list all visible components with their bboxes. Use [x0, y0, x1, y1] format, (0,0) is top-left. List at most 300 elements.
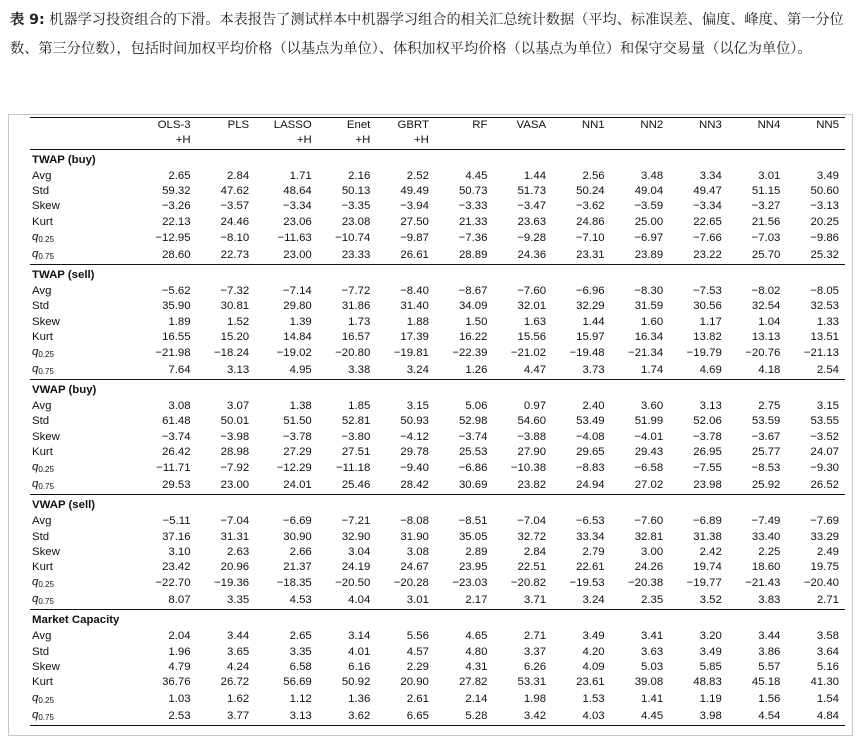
- table-cell: 2.53: [138, 708, 197, 726]
- table-cell: 4.24: [226, 661, 250, 674]
- table-row: [30, 199, 845, 214]
- table-cell: 4.45: [611, 708, 670, 726]
- table-cell: 25.53: [458, 446, 488, 458]
- table-cell: 50.13: [341, 185, 371, 198]
- table-cell: −21.98: [155, 346, 191, 359]
- table-row: [30, 445, 845, 460]
- table-cell: 21.33: [458, 215, 488, 228]
- table-cell: 1.89: [168, 315, 191, 328]
- table-row: [30, 414, 845, 429]
- table-cell: −8.53: [751, 462, 781, 475]
- table-cell: 4.84: [786, 708, 845, 726]
- table-cell: 2.54: [816, 363, 839, 376]
- table-cell: 20.90: [400, 676, 429, 689]
- table-cell: −20.76: [745, 346, 781, 359]
- column-header: NN1: [552, 118, 611, 134]
- table-cell: −11.71: [156, 462, 191, 475]
- table-cell: 17.39: [400, 330, 429, 343]
- quantile-symbol: q: [32, 247, 39, 260]
- table-cell: 1.98: [523, 692, 547, 705]
- table-cell: 5.06: [465, 400, 488, 413]
- table-cell: 4.69: [699, 363, 722, 376]
- table-cell: 16.22: [458, 330, 488, 343]
- table-cell: 52.06: [693, 415, 722, 428]
- table-cell: 2.65: [168, 169, 191, 182]
- row-label: [30, 691, 138, 708]
- table-cell: 15.97: [576, 330, 605, 343]
- table-cell: 23.63: [517, 215, 547, 228]
- column-header-suffix: +H: [296, 134, 312, 147]
- table-cell: 14.84: [283, 330, 312, 343]
- table-cell: 25.92: [751, 479, 781, 492]
- table-cell: 1.41: [641, 692, 664, 705]
- table-cell: 2.71: [816, 594, 839, 607]
- table-cell: 2.66: [289, 545, 312, 558]
- table-cell: 49.47: [693, 185, 722, 198]
- table-caption: [10, 6, 856, 64]
- table-cell: 4.01: [348, 645, 371, 658]
- table-cell: 0.97: [523, 400, 547, 413]
- table-cell: −7.92: [220, 462, 250, 475]
- quantile-symbol: q: [32, 691, 39, 704]
- table-row: [30, 314, 845, 329]
- table-cell: 3.24: [582, 594, 605, 607]
- table-cell: 29.65: [576, 446, 605, 458]
- table-cell: 2.79: [582, 545, 605, 558]
- table-cell: 1.74: [641, 363, 664, 376]
- table-cell: −8.08: [400, 515, 429, 528]
- table-cell: 3.71: [523, 594, 547, 607]
- table-cell: 37.16: [162, 530, 191, 543]
- row-label: Kurt: [32, 215, 53, 228]
- table-cell: −6.96: [575, 284, 605, 297]
- table-cell: 4.53: [289, 594, 312, 607]
- table-row: [30, 691, 845, 708]
- row-label: [30, 230, 138, 247]
- column-header-suffix: [669, 133, 728, 149]
- table-cell: −6.97: [634, 231, 664, 244]
- row-label: [30, 345, 138, 362]
- table-cell: 3.34: [699, 169, 722, 182]
- table-cell: −7.69: [810, 515, 839, 528]
- table-cell: −7.55: [692, 462, 722, 475]
- section-header-row: [30, 379, 845, 399]
- table-cell: 28.60: [162, 248, 191, 261]
- table-row: [30, 247, 845, 265]
- table-cell: −11.18: [336, 462, 371, 475]
- row-label: Kurt: [32, 446, 53, 458]
- table-cell: 51.73: [517, 185, 547, 198]
- table-cell: 3.65: [226, 645, 250, 658]
- table-cell: 23.22: [693, 248, 722, 261]
- table-cell: 2.61: [406, 692, 429, 705]
- table-cell: 34.09: [458, 300, 488, 313]
- table-cell: −7.04: [517, 515, 547, 528]
- row-label: Skew: [32, 200, 60, 213]
- column-header: NN3: [669, 118, 728, 134]
- table-cell: 1.96: [168, 645, 191, 658]
- table-cell: 3.44: [758, 630, 781, 643]
- table-cell: 16.57: [341, 330, 371, 343]
- table-cell: −3.67: [751, 430, 781, 443]
- table-cell: 27.82: [458, 676, 488, 689]
- table-cell: 2.52: [406, 169, 429, 182]
- row-label: Std: [32, 530, 50, 543]
- table-cell: 32.90: [341, 530, 371, 543]
- table-cell: 2.16: [348, 169, 371, 182]
- table-cell: −21.34: [628, 346, 664, 359]
- table-cell: 3.14: [348, 630, 371, 643]
- table-cell: 52.98: [458, 415, 488, 428]
- quantile-symbol: q: [32, 478, 39, 491]
- table-cell: 2.17: [465, 594, 488, 607]
- table-cell: 2.75: [758, 400, 781, 413]
- table-cell: −20.28: [393, 577, 429, 590]
- table-cell: 22.73: [220, 248, 250, 261]
- table-cell: 32.81: [634, 530, 664, 543]
- table-cell: 2.42: [699, 545, 722, 558]
- table-cell: −7.49: [751, 515, 781, 528]
- caption-text: 机器学习投资组合的下滑。本表报告了测试样本中机器学习组合的相关汇总统计数据（平均、标准误差、偏度、峰度、第一分位数、第三分位数），包括时间加权平均价格（以基点为单位）、体积加权平均价格（以基点为单位）和保守交易量（以亿为单位）。: [10, 12, 844, 57]
- column-header-suffix: [786, 133, 845, 149]
- table-cell: 3.98: [669, 708, 728, 726]
- table-cell: 52.81: [341, 415, 371, 428]
- table-cell: 19.75: [810, 561, 839, 574]
- table-row: [30, 345, 845, 362]
- table-cell: −3.74: [458, 430, 488, 443]
- section-title: Market Capacity: [30, 610, 845, 630]
- table-cell: 24.36: [517, 248, 547, 261]
- row-label: [30, 708, 138, 726]
- column-header: LASSO: [255, 118, 318, 134]
- table-cell: −3.47: [517, 200, 547, 213]
- table-cell: 50.01: [220, 415, 250, 428]
- table-cell: −7.66: [692, 231, 722, 244]
- table-cell: 4.31: [465, 661, 488, 674]
- table-cell: 3.37: [523, 645, 547, 658]
- table-body: [30, 149, 845, 725]
- quantile-subscript: 0.75: [38, 251, 54, 261]
- table-cell: −8.40: [400, 284, 429, 297]
- table-cell: 26.42: [162, 446, 191, 458]
- table-cell: 1.12: [289, 692, 312, 705]
- table-cell: 3.01: [758, 169, 781, 182]
- table-cell: 24.01: [283, 479, 312, 492]
- column-header: RF: [435, 118, 494, 134]
- table-cell: 50.93: [400, 415, 429, 428]
- table-cell: 1.88: [406, 315, 429, 328]
- table-cell: −19.81: [393, 346, 429, 359]
- table-row: [30, 214, 845, 229]
- table-cell: 36.76: [162, 676, 191, 689]
- table-cell: −4.12: [400, 430, 429, 443]
- table-cell: 13.82: [693, 330, 722, 343]
- table-cell: −3.74: [161, 430, 191, 443]
- table-cell: 1.39: [289, 315, 312, 328]
- table-cell: 2.84: [523, 545, 547, 558]
- table-cell: 24.46: [220, 215, 250, 228]
- table-cell: 39.08: [634, 676, 664, 689]
- table-cell: −9.30: [810, 462, 839, 475]
- table-row: [30, 529, 845, 544]
- table-cell: −22.39: [452, 346, 488, 359]
- table-cell: −8.30: [634, 284, 664, 297]
- table-cell: −7.21: [341, 515, 371, 528]
- table-cell: −20.50: [335, 577, 371, 590]
- quantile-subscript: 0.75: [38, 482, 54, 492]
- column-header-suffix: [435, 133, 494, 149]
- table-cell: 25.70: [751, 248, 781, 261]
- table-cell: 3.63: [641, 645, 664, 658]
- table-cell: 4.80: [465, 645, 488, 658]
- table-cell: −8.67: [458, 284, 488, 297]
- table-cell: 3.49: [699, 645, 722, 658]
- table-cell: −3.33: [458, 200, 488, 213]
- table-cell: 1.44: [582, 315, 605, 328]
- table-cell: 3.44: [226, 630, 250, 643]
- table-cell: 53.31: [517, 676, 547, 689]
- table-cell: 2.04: [168, 630, 191, 643]
- row-label: Avg: [32, 515, 52, 528]
- table-cell: 30.81: [220, 300, 250, 313]
- table-cell: 49.04: [634, 185, 664, 198]
- table-cell: 56.69: [283, 676, 312, 689]
- table-cell: 5.03: [641, 661, 664, 674]
- header-corner-2: [30, 133, 138, 149]
- quantile-subscript: 0.25: [38, 349, 54, 359]
- table-cell: −3.52: [810, 430, 839, 443]
- table-cell: 3.48: [641, 169, 664, 182]
- table-cell: 2.89: [465, 545, 488, 558]
- table-cell: 32.01: [517, 300, 547, 313]
- table-cell: 23.95: [458, 561, 488, 574]
- table-cell: 3.62: [318, 708, 377, 726]
- table-cell: 23.08: [341, 215, 371, 228]
- table-cell: −20.38: [628, 577, 664, 590]
- quantile-subscript: 0.75: [38, 712, 54, 722]
- table-cell: 3.15: [406, 400, 429, 413]
- row-label: Avg: [32, 169, 52, 182]
- table-cell: −20.40: [803, 577, 839, 590]
- table-cell: −9.40: [400, 462, 429, 475]
- table-cell: 3.38: [348, 363, 371, 376]
- table-cell: 21.37: [283, 561, 312, 574]
- table-cell: −7.10: [575, 231, 605, 244]
- table-cell: 23.00: [220, 479, 250, 492]
- table-cell: 3.08: [168, 400, 191, 413]
- table-cell: 1.19: [699, 692, 722, 705]
- table-cell: 4.18: [758, 363, 781, 376]
- table-cell: −11.63: [277, 231, 312, 244]
- table-cell: −19.36: [213, 577, 250, 590]
- column-header: VASA: [493, 118, 552, 134]
- section-header-row: [30, 264, 845, 284]
- statistics-table: [30, 117, 845, 726]
- table-cell: 6.16: [348, 661, 371, 674]
- table-cell: 4.09: [582, 661, 605, 674]
- table-cell: −7.32: [220, 284, 250, 297]
- table-cell: 4.47: [523, 363, 547, 376]
- table-cell: −5.62: [161, 284, 191, 297]
- table-cell: 4.95: [289, 363, 312, 376]
- table-row: [30, 514, 845, 529]
- table-cell: 6.58: [289, 661, 312, 674]
- row-label: Avg: [32, 400, 52, 413]
- table-cell: 2.71: [523, 630, 547, 643]
- table-cell: 1.73: [348, 315, 371, 328]
- table-cell: 32.29: [576, 300, 605, 313]
- table-cell: −4.08: [575, 430, 605, 443]
- section-title: TWAP (buy): [30, 149, 845, 169]
- table-cell: 13.13: [751, 330, 781, 343]
- table-row: [30, 575, 845, 592]
- table-cell: 4.04: [348, 594, 371, 607]
- table-cell: 50.24: [576, 185, 605, 198]
- table-cell: 26.52: [810, 479, 839, 492]
- quantile-symbol: q: [32, 230, 39, 243]
- table-cell: 20.96: [220, 561, 250, 574]
- table-cell: 5.56: [406, 630, 429, 643]
- table-cell: 50.60: [810, 185, 839, 198]
- table-cell: 53.59: [751, 415, 781, 428]
- table-cell: 4.45: [465, 169, 488, 182]
- table-cell: −12.95: [155, 231, 191, 244]
- table-row: [30, 362, 845, 380]
- table-cell: 13.51: [810, 330, 839, 343]
- table-cell: 47.62: [220, 185, 250, 198]
- table-cell: −19.02: [276, 346, 312, 359]
- table-cell: −7.72: [341, 284, 371, 297]
- table-cell: −6.89: [692, 515, 722, 528]
- table-cell: 1.33: [816, 315, 839, 328]
- table-cell: 26.95: [693, 446, 722, 458]
- quantile-subscript: 0.75: [38, 366, 54, 376]
- table-cell: 3.58: [816, 630, 839, 643]
- table-cell: −18.35: [276, 577, 312, 590]
- table-cell: 49.49: [400, 185, 429, 198]
- column-header-suffix: +H: [175, 134, 191, 147]
- table-cell: 3.13: [226, 363, 250, 376]
- table-cell: 16.55: [162, 330, 191, 343]
- table-cell: 32.54: [751, 300, 781, 313]
- table-cell: 20.25: [810, 215, 839, 228]
- table-cell: 51.15: [751, 185, 781, 198]
- table-cell: −19.79: [686, 346, 722, 359]
- table-cell: 3.83: [758, 594, 781, 607]
- table-cell: −3.34: [282, 200, 312, 213]
- table-cell: 3.20: [699, 630, 722, 643]
- table-cell: 4.20: [582, 645, 605, 658]
- table-cell: −7.60: [634, 515, 664, 528]
- table-cell: 22.65: [693, 215, 722, 228]
- table-cell: 2.29: [406, 661, 429, 674]
- table-row: [30, 477, 845, 495]
- section-title: TWAP (sell): [30, 264, 845, 284]
- table-cell: 1.03: [168, 692, 191, 705]
- table-row: [30, 299, 845, 314]
- table-cell: 3.52: [699, 594, 722, 607]
- table-cell: 29.78: [400, 446, 429, 458]
- table-row: [30, 675, 845, 690]
- table-cell: 51.50: [283, 415, 312, 428]
- table-cell: −3.34: [692, 200, 722, 213]
- table-cell: 1.38: [289, 400, 312, 413]
- table-cell: 1.50: [465, 315, 488, 328]
- column-header-suffix: [493, 133, 552, 149]
- table-cell: 2.14: [465, 692, 488, 705]
- table-cell: −3.78: [282, 430, 312, 443]
- table-row: [30, 592, 845, 610]
- column-header-suffix: [552, 133, 611, 149]
- table-row: [30, 660, 845, 675]
- table-cell: 25.00: [634, 215, 664, 228]
- table-cell: 48.64: [283, 185, 312, 198]
- table-cell: 26.61: [400, 248, 429, 261]
- table-cell: −21.02: [510, 346, 547, 359]
- table-cell: −7.04: [220, 515, 250, 528]
- table-cell: 3.60: [641, 400, 664, 413]
- table-cell: 1.53: [582, 692, 605, 705]
- table-cell: 33.29: [810, 530, 839, 543]
- table-cell: −3.26: [161, 200, 191, 213]
- table-cell: 33.40: [751, 530, 781, 543]
- table-cell: 3.35: [289, 645, 312, 658]
- quantile-symbol: q: [32, 576, 39, 589]
- table-cell: −6.53: [575, 515, 605, 528]
- table-cell: 26.72: [220, 676, 250, 689]
- table-cell: 1.62: [226, 692, 250, 705]
- table-cell: −19.77: [686, 577, 722, 590]
- table-cell: −21.43: [745, 577, 781, 590]
- table-cell: −20.82: [510, 577, 547, 590]
- table-cell: 1.26: [465, 363, 488, 376]
- table-cell: 25.32: [810, 248, 839, 261]
- table-cell: 2.40: [582, 400, 605, 413]
- table-cell: 23.00: [283, 248, 312, 261]
- table-row: [30, 430, 845, 445]
- table-cell: −9.86: [810, 231, 839, 244]
- table-row: [30, 169, 845, 184]
- table-cell: −3.27: [751, 200, 781, 213]
- table-cell: 3.08: [406, 545, 429, 558]
- row-label: Skew: [32, 661, 60, 674]
- table-cell: 2.49: [816, 545, 839, 558]
- table-cell: 22.51: [517, 561, 547, 574]
- table-cell: 27.50: [400, 215, 429, 228]
- table-cell: 5.85: [699, 661, 722, 674]
- table-cell: 29.53: [162, 479, 191, 492]
- table-cell: 3.00: [641, 545, 664, 558]
- table-cell: 31.40: [400, 300, 429, 313]
- table-cell: 2.63: [226, 545, 250, 558]
- column-header-suffix: [197, 133, 256, 149]
- table-cell: 30.90: [283, 530, 312, 543]
- table-cell: −6.86: [458, 462, 488, 475]
- table-cell: 50.92: [341, 676, 371, 689]
- column-header: GBRT: [376, 118, 435, 134]
- quantile-subscript: 0.25: [38, 580, 54, 590]
- quantile-subscript: 0.25: [38, 695, 54, 705]
- table-cell: −12.29: [276, 462, 312, 475]
- section-header-row: [30, 149, 845, 169]
- table-cell: −8.02: [751, 284, 781, 297]
- table-cell: 24.07: [810, 446, 839, 458]
- table-cell: −3.13: [810, 200, 839, 213]
- table-cell: −3.94: [400, 200, 429, 213]
- table-cell: 6.65: [376, 708, 435, 726]
- table-cell: 2.25: [758, 545, 781, 558]
- table-cell: −19.48: [569, 346, 605, 359]
